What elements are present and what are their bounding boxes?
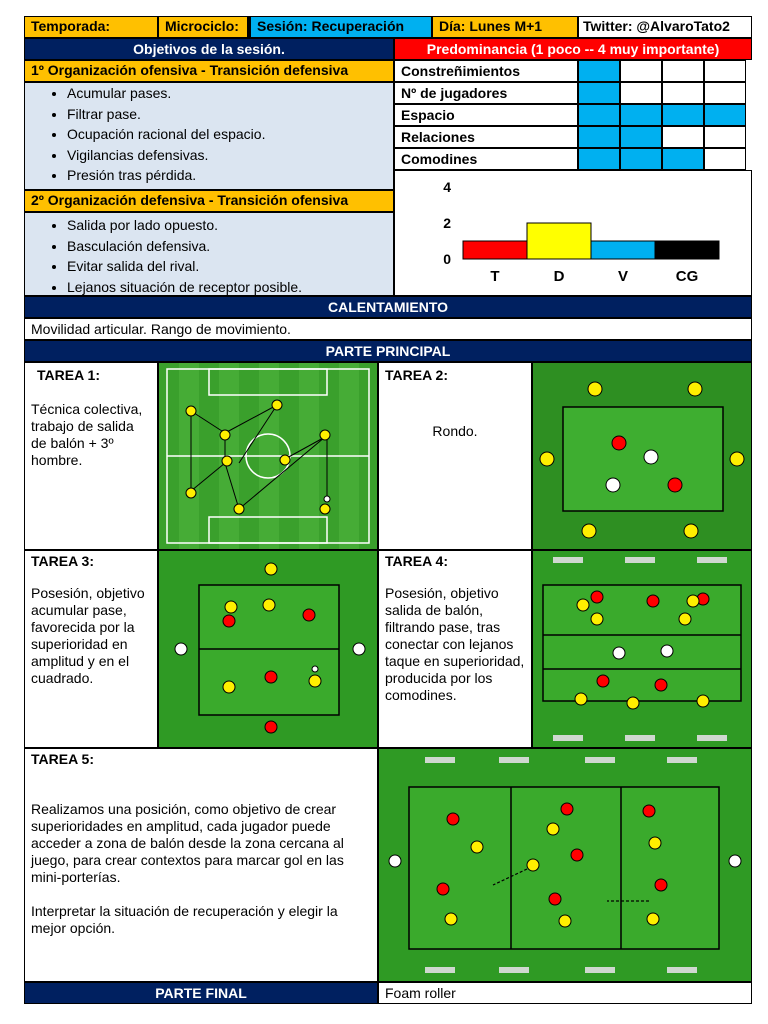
sesion-label: Sesión: Recuperación [250, 16, 432, 38]
final-title: PARTE FINAL [24, 982, 378, 1004]
objetivo-2-heading: 2º Organización defensiva - Transición ofensiva [24, 190, 394, 212]
microciclo-label: Microciclo: [158, 16, 248, 38]
dia-label: Día: Lunes M+1 [432, 16, 578, 38]
list-item: • Lejanos situación de receptor posible. [67, 277, 393, 298]
criteria-level-cell [662, 148, 704, 170]
y-tick-label: 4 [443, 179, 451, 195]
bar-d [527, 223, 591, 259]
x-tick-label: CG [675, 268, 699, 285]
y-tick-label: 0 [443, 251, 451, 267]
criteria-level-cell [662, 126, 704, 148]
list-item: • Evitar salida del rival. [67, 256, 393, 277]
y-tick-label: 2 [443, 215, 451, 231]
criteria-level-cell [704, 104, 746, 126]
criteria-level-cell [620, 60, 662, 82]
predominancia-chart [395, 171, 751, 295]
list-item: • Acumular pases. [67, 83, 393, 104]
predominancia-title: Predominancia (1 poco -- 4 muy importante) [394, 38, 752, 60]
objetivos-title: Objetivos de la sesión. [24, 38, 394, 60]
tarea-5-text: Realizamos una posición, como objetivo de crear superioridades en amplitud, cada jugador puede acceder a zona de balón desde la zona cercana al juego, para crear contextos para marcar gol en las mini-porterías. [31, 801, 344, 885]
temporada-label: Temporada: [24, 16, 158, 38]
list-item: • Vigilancias defensivas. [67, 145, 393, 166]
criteria-row [394, 82, 752, 104]
criteria-level-cell [704, 126, 746, 148]
x-tick-label: T [490, 268, 500, 285]
tarea-5-text-2: Interpretar la situación de recuperación y elegir la mejor opción. [31, 903, 338, 936]
tarea-4-text: Posesión, objetivo salida de balón, filtrando pase, tras conectar con lejanos taque en superioridad, producida por los comodines. [385, 585, 525, 703]
tarea-2 [378, 362, 532, 550]
criteria-label: Espacio [394, 104, 578, 126]
objetivo-1-list [24, 82, 394, 190]
criteria-level-cell [704, 148, 746, 170]
tarea-1-title: TAREA 1: [37, 367, 100, 383]
criteria-level-cell [620, 148, 662, 170]
list-item: • Basculación defensiva. [67, 236, 393, 257]
criteria-label: Comodines [394, 148, 578, 170]
criteria-row [394, 148, 752, 170]
objetivo-2-list [24, 212, 394, 296]
tarea-3-diagram [158, 550, 378, 748]
criteria-level-cell [578, 60, 620, 82]
tarea-4-diagram [532, 550, 752, 748]
criteria-level-cell [662, 104, 704, 126]
tarea-1-pitch [159, 363, 377, 549]
criteria-level-cell [578, 82, 620, 104]
tarea-2-text: Rondo. [432, 423, 478, 439]
criteria-row [394, 104, 752, 126]
criteria-level-cell [662, 82, 704, 104]
tarea-2-pitch [533, 363, 751, 549]
list-item: • Filtrar pase. [67, 104, 393, 125]
criteria-level-cell [620, 126, 662, 148]
calentamiento-title: CALENTAMIENTO [24, 296, 752, 318]
criteria-level-cell [620, 104, 662, 126]
tarea-3-text: Posesión, objetivo acumular pase, favorecida por la superioridad en amplitud y en el cuadrado. [31, 585, 145, 686]
tarea-5-title: TAREA 5: [31, 751, 94, 767]
criteria-level-cell [704, 60, 746, 82]
bar-v [591, 241, 655, 259]
criteria-label: Constreñimientos [394, 60, 578, 82]
tarea-5 [24, 748, 378, 982]
criteria-level-cell [578, 148, 620, 170]
criteria-level-cell [578, 104, 620, 126]
list-item: • Salida por lado opuesto. [67, 215, 393, 236]
tarea-5-pitch [379, 749, 751, 981]
predominancia-table [394, 60, 752, 170]
final-text: Foam roller [378, 982, 752, 1004]
tarea-4 [378, 550, 532, 748]
tarea-1 [24, 362, 158, 550]
twitter-handle: Twitter: @AlvaroTato2 [578, 16, 752, 38]
criteria-label: Relaciones [394, 126, 578, 148]
predominancia-chart-box [394, 170, 752, 296]
bar-cg [655, 241, 719, 259]
tarea-4-title: TAREA 4: [385, 553, 448, 569]
list-item: • Presión tras pérdida. [67, 165, 393, 186]
objetivo-1-heading: 1º Organización ofensiva - Transición defensiva [24, 60, 394, 82]
criteria-level-cell [620, 82, 662, 104]
tarea-3 [24, 550, 158, 748]
tarea-5-diagram [378, 748, 752, 982]
tarea-2-diagram [532, 362, 752, 550]
calentamiento-text: Movilidad articular. Rango de movimiento. [24, 318, 752, 340]
bar-t [463, 241, 527, 259]
criteria-row [394, 126, 752, 148]
tarea-3-pitch [159, 551, 377, 747]
criteria-label: Nº de jugadores [394, 82, 578, 104]
tarea-1-text: Técnica colectiva, trabajo de salida de balón + 3º hombre. [31, 401, 143, 468]
tarea-3-title: TAREA 3: [31, 553, 94, 569]
tarea-2-title: TAREA 2: [385, 367, 448, 383]
criteria-row [394, 60, 752, 82]
principal-title: PARTE PRINCIPAL [24, 340, 752, 362]
criteria-level-cell [704, 82, 746, 104]
list-item: • Ocupación racional del espacio. [67, 124, 393, 145]
x-tick-label: V [617, 268, 629, 285]
tarea-4-pitch [533, 551, 751, 747]
criteria-level-cell [578, 126, 620, 148]
x-tick-label: D [553, 268, 565, 285]
tarea-1-diagram [158, 362, 378, 550]
criteria-level-cell [662, 60, 704, 82]
